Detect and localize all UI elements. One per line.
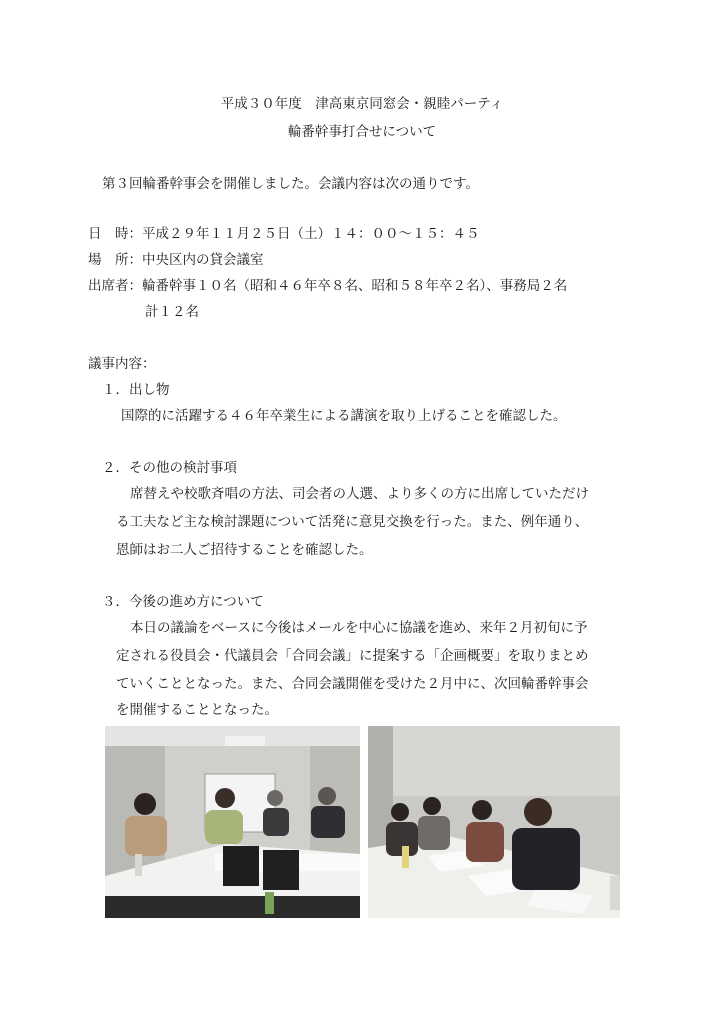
- item-3-heading: ３．今後の進め方について: [102, 594, 264, 610]
- item-3-line: 定される役員会・代議員会「合同会議」に提案する「企画概要」を取りまとめ: [116, 648, 589, 664]
- item-1-heading: １．出し物: [102, 382, 170, 398]
- attendees-row: [88, 274, 567, 294]
- attendees-label: 出席者：: [88, 278, 142, 294]
- intro-text: 第３回輪番幹事会を開催しました。会議内容は次の通りです。: [102, 176, 479, 192]
- datetime-value: 平成２９年１１月２５日（土）１４：００〜１５：４５: [142, 226, 480, 242]
- document-title: 平成３０年度 津高東京同窓会・親睦パーティ: [220, 96, 504, 112]
- item-3-line: 本日の議論をベースに今後はメールを中心に協議を進め、来年２月初旬に予: [130, 620, 588, 636]
- item-2-line: る工夫など主な検討課題について活発に意見交換を行った。また、例年通り、: [116, 514, 589, 530]
- place-value: 中央区内の貸会議室: [142, 252, 264, 268]
- item-2-line: 席替えや校歌斉唱の方法、司会者の人選、より多くの方に出席していただけ: [130, 486, 589, 502]
- item-2-heading: ２．その他の検討事項: [102, 460, 237, 476]
- meeting-photo-left: [105, 726, 360, 918]
- item-3-line: を開催することとなった。: [116, 702, 278, 718]
- attendees-value: 輪番幹事１０名（昭和４６年卒８名、昭和５８年卒２名）、事務局２名: [142, 278, 568, 294]
- meeting-photo-right: [368, 726, 620, 918]
- document-subtitle: 輪番幹事打合せについて: [287, 124, 437, 140]
- place-row: [88, 248, 264, 268]
- datetime-row: [88, 222, 480, 242]
- item-2-line: 恩師はお二人ご招待することを確認した。: [116, 542, 373, 558]
- item-3-line: ていくこととなった。また、合同会議開催を受けた２月中に、次回輪番幹事会: [116, 676, 589, 692]
- place-label: 場 所：: [88, 252, 142, 268]
- item-1-line: 国際的に活躍する４６年卒業生による講演を取り上げることを確認した。: [121, 408, 567, 424]
- datetime-label: 日 時：: [88, 226, 142, 242]
- attendees-total: 計１２名: [145, 304, 199, 320]
- agenda-heading: 議事内容：: [88, 356, 156, 372]
